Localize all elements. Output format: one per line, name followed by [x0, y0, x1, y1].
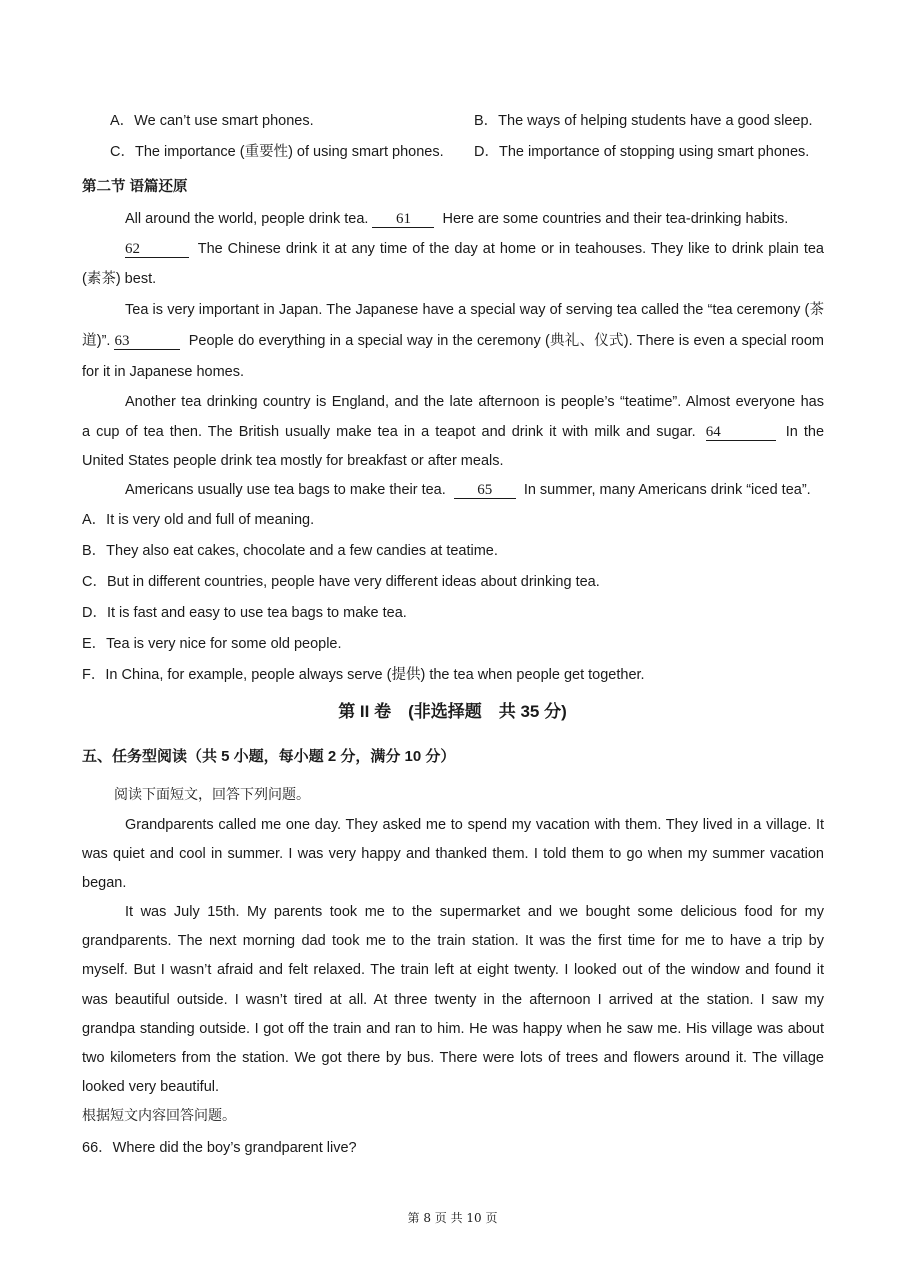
option-e: E．Tea is very nice for some old people.: [82, 636, 342, 652]
question-intro: 根据短文内容回答问题。: [82, 1108, 236, 1124]
paragraph-line: 道)”. 63 People do everything in a special way in the ceremony (典礼、仪式). There is even a special room: [82, 333, 825, 349]
paragraph-line: was quiet and cool in summer. I was very happy and thanked them. I told them to go when my summer vacation: [82, 846, 824, 862]
instruction: 阅读下面短文，回答下列问题。: [114, 787, 310, 803]
paragraph-line: was beautiful outside. I wasn’t tired at all. At three twenty in the afternoon I arrived at the station. I saw my: [82, 992, 824, 1008]
paragraph-line: began.: [82, 875, 127, 891]
option-f: F．In China, for example, people always serve (提供) the tea when people get together.: [82, 667, 645, 683]
paragraph-line: Americans usually use tea bags to make their tea. 65 In summer, many Americans drink “iced tea”.: [125, 482, 811, 498]
blank-62[interactable]: 62: [125, 241, 189, 258]
blank-65[interactable]: 65: [454, 482, 516, 499]
paragraph-line: a cup of tea then. The British usually make tea in a teapot and drink it with milk and sugar. 64 In the: [82, 424, 825, 440]
paragraph-line: two kilometers from the station. We got there by bus. There were lots of trees and flowers around it. The village: [82, 1050, 824, 1066]
option-b-prev: B．The ways of helping students have a good sleep.: [474, 113, 813, 129]
question-66: 66．Where did the boy’s grandparent live?: [82, 1140, 357, 1156]
option-a: A．It is very old and full of meaning.: [82, 512, 315, 528]
paragraph-line: Another tea drinking country is England, and the late afternoon is people’s “teatime”. Almost everyone has: [125, 394, 824, 410]
blank-64[interactable]: 64: [706, 424, 776, 441]
option-a-prev: A．We can’t use smart phones.: [110, 113, 314, 129]
option-b: B．They also eat cakes, chocolate and a few candies at teatime.: [82, 543, 498, 559]
paragraph-line: myself. But I wasn’t afraid and felt relaxed. The train left at eight twenty. I looked out of the window and found it: [82, 962, 824, 978]
paragraph-line: All around the world, people drink tea. 61 Here are some countries and their tea-drinking habits.: [125, 211, 789, 227]
paragraph-line: looked very beautiful.: [82, 1079, 220, 1095]
page-footer: 第 8 页 共 10 页: [407, 1211, 498, 1225]
section-heading: 第二节 语篇还原: [82, 179, 188, 195]
blank-61[interactable]: 61: [372, 211, 434, 228]
paragraph-line: for it in Japanese homes.: [82, 364, 245, 380]
part-title: 第 II 卷 (非选择题 共 35 分): [338, 702, 567, 721]
blank-63[interactable]: 63: [114, 333, 180, 350]
option-c-prev: C．The importance (重要性) of using smart phones.: [110, 144, 444, 160]
paragraph-line: Tea is very important in Japan. The Japanese have a special way of serving tea called the “tea ceremony (茶: [125, 302, 824, 318]
paragraph-line: 62 The Chinese drink it at any time of the day at home or in teahouses. They like to drink plain tea: [125, 241, 824, 257]
option-c: C．But in different countries, people have very different ideas about drinking tea.: [82, 574, 600, 590]
paragraph-line: It was July 15th. My parents took me to the supermarket and we bought some delicious food for my: [125, 904, 824, 920]
paragraph-line: grandparents. The next morning dad took me to the train station. It was the first time for me to have a trip by: [82, 933, 824, 949]
option-d: D．It is fast and easy to use tea bags to make tea.: [82, 605, 407, 621]
paragraph-line: Grandparents called me one day. They asked me to spend my vacation with them. They lived in a village. It: [125, 817, 824, 833]
paragraph-line: grandpa standing outside. I got off the train and ran to him. He was happy when he saw me. His village was about: [82, 1021, 824, 1037]
paragraph-line: United States people drink tea mostly for breakfast or after meals.: [82, 453, 504, 469]
section-heading: 五、任务型阅读（共 5 小题，每小题 2 分，满分 10 分）: [82, 748, 456, 765]
paragraph-line: (素茶) best.: [82, 271, 157, 287]
option-d-prev: D．The importance of stopping using smart phones.: [474, 144, 810, 160]
